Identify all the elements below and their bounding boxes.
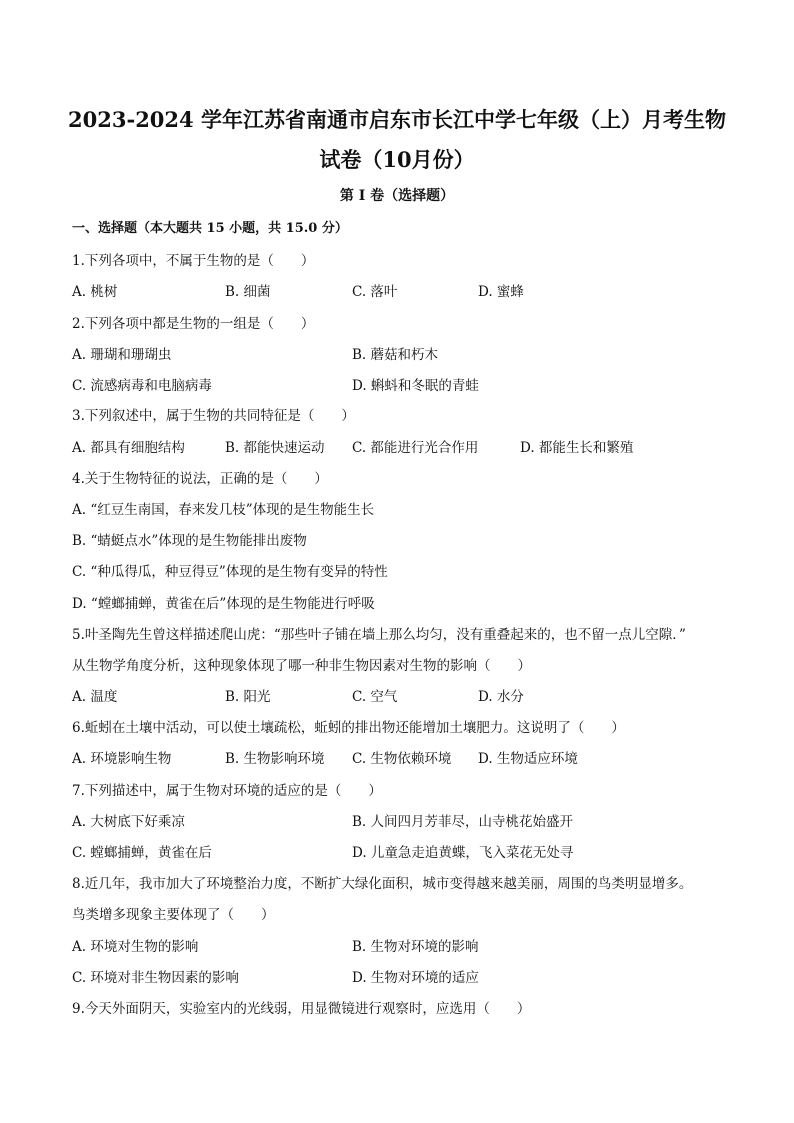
question-stem: 1.下列各项中，不属于生物的是（ ） bbox=[72, 253, 315, 269]
option: B. 生物影响环境 bbox=[225, 751, 325, 767]
section-heading: 第 I 卷（选择题） bbox=[339, 188, 455, 204]
option: B. 阳光 bbox=[225, 689, 271, 705]
question-stem: 从生物学角度分析，这种现象体现了哪一种非生物因素对生物的影响（ ） bbox=[72, 658, 531, 674]
option: C. 落叶 bbox=[352, 284, 398, 300]
part-heading: 一、选择题（本大题共 15 小题，共 15.0 分） bbox=[72, 221, 348, 236]
option: C. 环境对非生物因素的影响 bbox=[72, 970, 239, 986]
option: D. 蜜蜂 bbox=[478, 284, 524, 300]
question-stem: 3.下列叙述中，属于生物的共同特征是（ ） bbox=[72, 408, 355, 424]
option: B. 细菌 bbox=[225, 284, 271, 300]
question-stem: 2.下列各项中都是生物的一组是（ ） bbox=[72, 316, 315, 332]
question-stem: 9.今天外面阴天，实验室内的光线弱，用显微镜进行观察时，应选用（ ） bbox=[72, 1001, 531, 1017]
question-stem: 7.下列描述中，属于生物对环境的适应的是（ ） bbox=[72, 783, 382, 799]
option: D. 生物适应环境 bbox=[478, 751, 578, 767]
question-stem: 8.近几年，我市加大了环境整治力度，不断扩大绿化面积，城市变得越来越美丽，周围的鸟类明显增多。 bbox=[72, 876, 693, 892]
option: D. 生物对环境的适应 bbox=[352, 970, 479, 986]
option: C. 空气 bbox=[352, 689, 398, 705]
option: A. 温度 bbox=[72, 689, 118, 705]
question-stem: 4.关于生物特征的说法，正确的是（ ） bbox=[72, 471, 328, 487]
option: C. 螳螂捕蝉，黄雀在后 bbox=[72, 845, 212, 861]
option: A. “红豆生南国，春来发几枝”体现的是生物能生长 bbox=[72, 502, 375, 518]
option: A. 环境对生物的影响 bbox=[72, 939, 199, 955]
option: B. 蘑菇和朽木 bbox=[352, 347, 439, 363]
document-title: 2023-2024 学年江苏省南通市启东市长江中学七年级（上）月考生物试卷（10月份） bbox=[68, 107, 726, 172]
question-stem: 鸟类增多现象主要体现了（ ） bbox=[72, 907, 275, 923]
option: C. “种瓜得瓜，种豆得豆”体现的是生物有变异的特性 bbox=[72, 564, 388, 580]
question-stem: 5.叶圣陶先生曾这样描述爬山虎：“那些叶子铺在墙上那么均匀，没有重叠起来的，也不留一点儿空隙．” bbox=[72, 627, 686, 643]
option: A. 桃树 bbox=[72, 284, 118, 300]
option: A. 环境影响生物 bbox=[72, 751, 172, 767]
option: D. 儿童急走追黄蝶，飞入菜花无处寻 bbox=[352, 845, 574, 861]
option: B. 人间四月芳菲尽，山寺桃花始盛开 bbox=[352, 814, 574, 830]
option: A. 都具有细胞结构 bbox=[72, 440, 185, 456]
option: D. “螳螂捕蝉，黄雀在后”体现的是生物能进行呼吸 bbox=[72, 596, 375, 612]
option: D. 蝌蚪和冬眠的青蛙 bbox=[352, 378, 479, 394]
option: D. 都能生长和繁殖 bbox=[520, 440, 634, 456]
question-stem: 6.蚯蚓在土壤中活动，可以使土壤疏松，蚯蚓的排出物还能增加土壤肥力。这说明了（ ） bbox=[72, 720, 625, 736]
option: A. 大树底下好乘凉 bbox=[72, 814, 185, 830]
option: C. 流感病毒和电脑病毒 bbox=[72, 378, 212, 394]
option: C. 都能进行光合作用 bbox=[352, 440, 479, 456]
option: C. 生物依赖环境 bbox=[352, 751, 452, 767]
option: B. 都能快速运动 bbox=[225, 440, 325, 456]
option: B. 生物对环境的影响 bbox=[352, 939, 479, 955]
option: A. 珊瑚和珊瑚虫 bbox=[72, 347, 172, 363]
option: B. “蜻蜓点水”体现的是生物能排出废物 bbox=[72, 533, 307, 549]
option: D. 水分 bbox=[478, 689, 524, 705]
